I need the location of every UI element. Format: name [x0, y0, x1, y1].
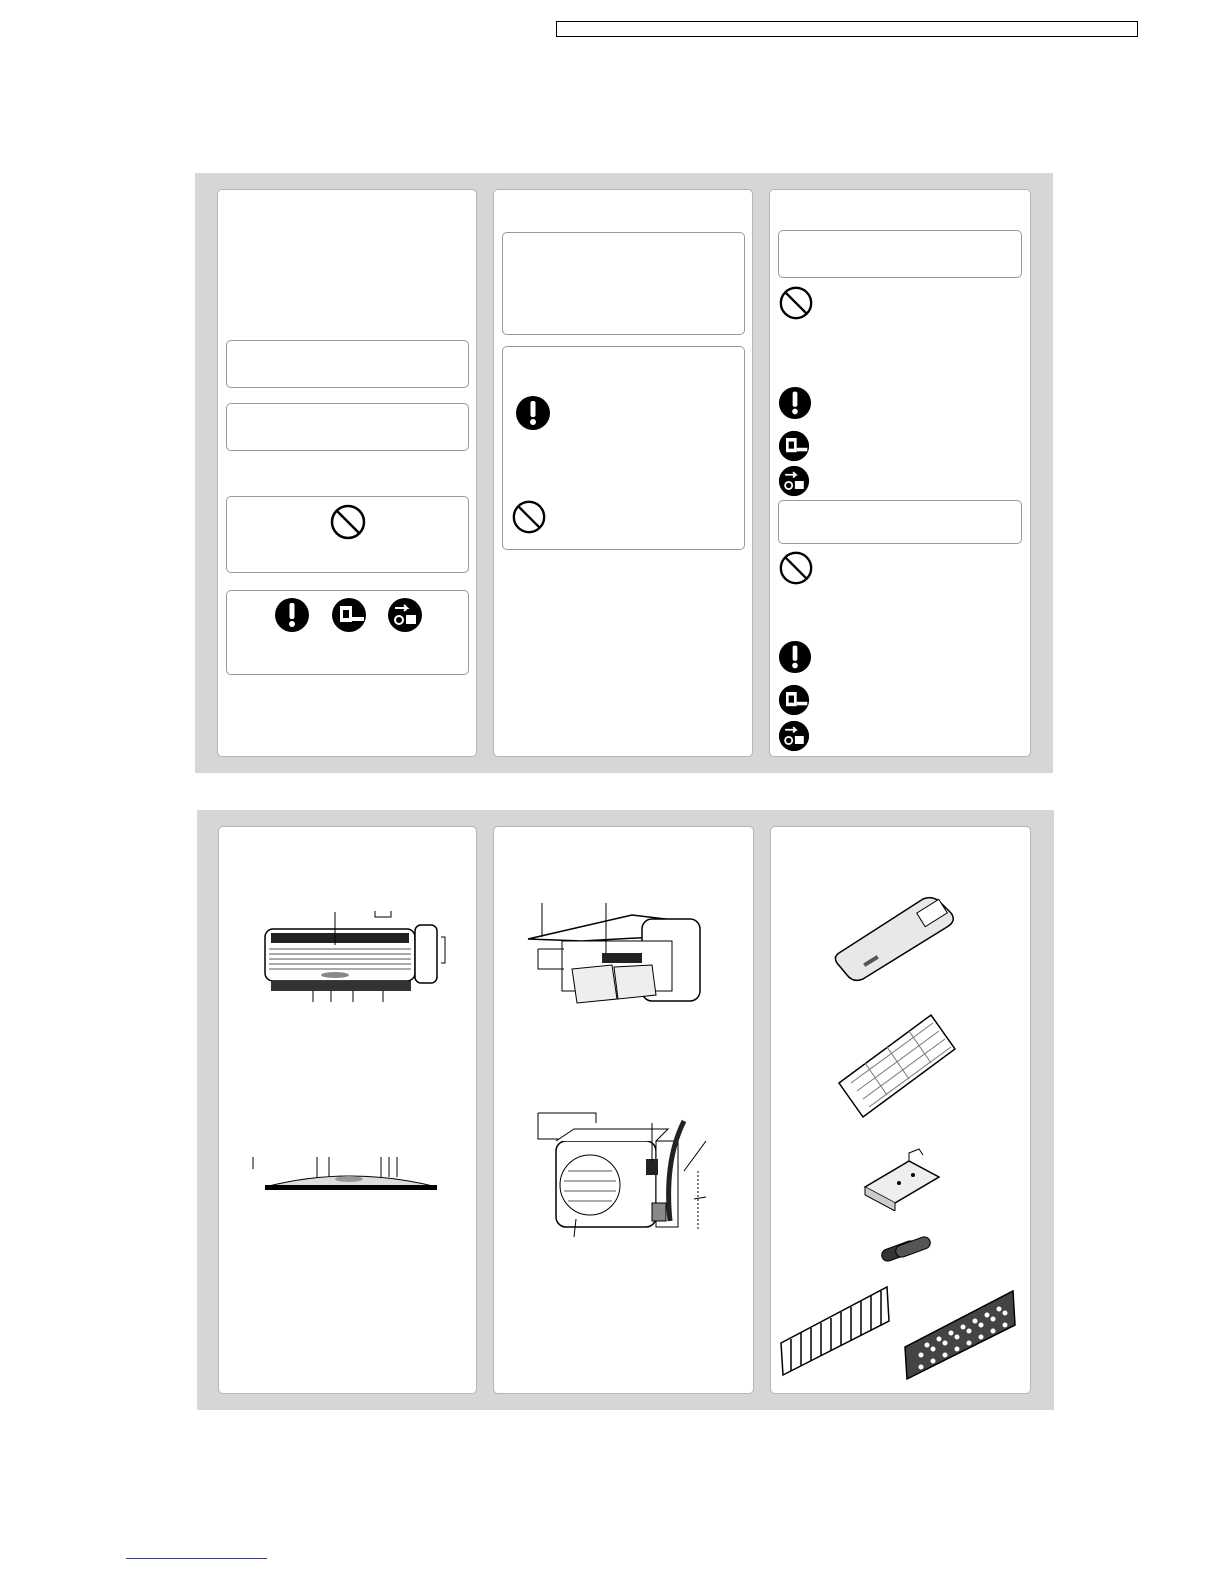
unplug-power-icon: [778, 684, 810, 716]
safety-panel-3: [769, 189, 1031, 757]
outdoor-unit-illustration: [534, 1111, 724, 1261]
prohibition-symbol-icon: [511, 499, 547, 535]
indoor-unit-open-illustration: [522, 899, 712, 1011]
safety-instruction-box: [502, 346, 745, 550]
safety-precautions-sheet: [195, 173, 1053, 773]
indoor-unit-panel: [218, 826, 477, 1394]
caution-header-box: [778, 500, 1022, 544]
outdoor-unit-panel: [493, 826, 754, 1394]
footer-link-underline[interactable]: [126, 1558, 267, 1559]
safety-notice-box: [502, 232, 745, 335]
air-filter-icon: [835, 1011, 959, 1121]
caution-box: [226, 403, 469, 451]
prohibition-symbol-icon: [778, 550, 814, 586]
safety-panel-1: [217, 189, 477, 757]
accessories-panel: [770, 826, 1031, 1394]
header-reference-box: [556, 21, 1138, 37]
unplug-power-icon: [778, 430, 810, 462]
unplug-power-icon: [331, 597, 367, 633]
warning-header-box: [778, 230, 1022, 278]
deodorizing-filter-icon: [777, 1283, 895, 1379]
mandatory-action-icon: [274, 597, 310, 633]
mandatory-legend-box: [226, 590, 469, 675]
safety-panel-2: [493, 189, 753, 757]
prohibition-symbol-icon: [778, 285, 814, 321]
indicator-panel-illustration: [249, 1155, 449, 1195]
batteries-icon: [877, 1227, 937, 1267]
prohibition-symbol-icon: [329, 503, 367, 541]
mandatory-action-icon: [515, 395, 551, 431]
indoor-unit-illustration: [257, 897, 447, 1007]
parts-identification-sheet: [197, 810, 1054, 1410]
mandatory-action-icon: [778, 386, 812, 420]
warning-box: [226, 340, 469, 388]
disconnect-breaker-icon: [778, 465, 810, 497]
prohibited-legend-box: [226, 496, 469, 573]
remote-control-icon: [833, 893, 963, 983]
remote-holder-icon: [859, 1147, 945, 1211]
disconnect-breaker-icon: [387, 597, 423, 633]
disconnect-breaker-icon: [778, 720, 810, 752]
air-purifying-filter-icon: [903, 1285, 1019, 1381]
mandatory-action-icon: [778, 640, 812, 674]
